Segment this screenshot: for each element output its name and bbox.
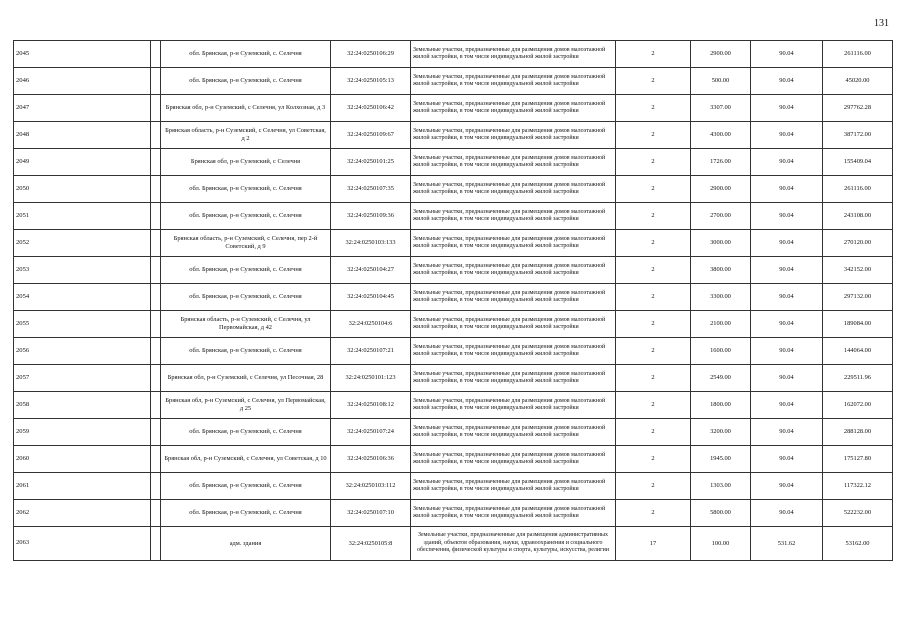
specific-value-cell: 90.04 [751,446,823,473]
area-cell: 2549.00 [691,365,751,392]
table-row [14,446,893,473]
row-number-cell: 2062 [14,500,151,527]
row-number-cell: 2055 [14,311,151,338]
row-number-cell: 2049 [14,149,151,176]
category-cell: 2 [616,311,691,338]
specific-value-cell: 90.04 [751,338,823,365]
category-cell: 2 [616,95,691,122]
table-row [14,149,893,176]
land-use-cell: Земельные участки, предназначенные для размещения домов малоэтажной жилой застройки, в том числе индивидуальной жилой застройки [411,473,616,500]
cadastral-number-cell: 32:24:0250108:12 [331,392,411,419]
land-use-cell: Земельные участки, предназначенные для размещения домов малоэтажной жилой застройки, в том числе индивидуальной жилой застройки [411,68,616,95]
cadastral-value-cell: 522232.00 [823,500,893,527]
table-row [14,500,893,527]
address-cell: адм. здания [161,527,331,561]
land-use-cell: Земельные участки, предназначенные для размещения домов малоэтажной жилой застройки, в том числе индивидуальной жилой застройки [411,122,616,149]
land-use-cell: Земельные участки, предназначенные для размещения домов малоэтажной жилой застройки, в том числе индивидуальной жилой застройки [411,95,616,122]
land-use-cell: Земельные участки, предназначенные для размещения домов малоэтажной жилой застройки, в том числе индивидуальной жилой застройки [411,338,616,365]
category-cell: 2 [616,203,691,230]
category-cell: 2 [616,446,691,473]
address-cell: Брянская область, р-н Суземский, с Селечня, ул Первомайская, д 42 [161,311,331,338]
cadastral-number-cell: 32:24:0250107:24 [331,419,411,446]
cadastral-value-cell: 261116.00 [823,176,893,203]
empty-cell [151,203,161,230]
cadastral-value-cell: 175127.80 [823,446,893,473]
row-number-cell: 2057 [14,365,151,392]
table-row [14,473,893,500]
specific-value-cell: 90.04 [751,311,823,338]
cadastral-number-cell: 32:24:0250105:13 [331,68,411,95]
cadastral-number-cell: 32:24:0250107:21 [331,338,411,365]
empty-cell [151,122,161,149]
area-cell: 1726.00 [691,149,751,176]
row-number-cell: 2061 [14,473,151,500]
area-cell: 2700.00 [691,203,751,230]
cadastral-number-cell: 32:24:0250105:8 [331,527,411,561]
table-row [14,68,893,95]
row-number-cell: 2052 [14,230,151,257]
empty-cell [151,230,161,257]
specific-value-cell: 90.04 [751,257,823,284]
specific-value-cell: 90.04 [751,284,823,311]
cadastral-value-cell: 342152.00 [823,257,893,284]
empty-cell [151,149,161,176]
category-cell: 2 [616,68,691,95]
row-number-cell: 2050 [14,176,151,203]
row-number-cell: 2060 [14,446,151,473]
row-number-cell: 2059 [14,419,151,446]
land-use-cell: Земельные участки, предназначенные для размещения домов малоэтажной жилой застройки, в том числе индивидуальной жилой застройки [411,176,616,203]
category-cell: 2 [616,473,691,500]
category-cell: 2 [616,365,691,392]
address-cell: обл. Брянская, р-н Суземский, с. Селечня [161,419,331,446]
cadastral-number-cell: 32:24:0250104:45 [331,284,411,311]
row-number-cell: 2051 [14,203,151,230]
specific-value-cell: 90.04 [751,500,823,527]
table-row [14,527,893,561]
area-cell: 1600.00 [691,338,751,365]
area-cell: 100.00 [691,527,751,561]
land-use-cell: Земельные участки, предназначенные для размещения домов малоэтажной жилой застройки, в том числе индивидуальной жилой застройки [411,203,616,230]
category-cell: 2 [616,122,691,149]
cadastral-number-cell: 32:24:0250101:25 [331,149,411,176]
land-use-cell: Земельные участки, предназначенные для размещения домов малоэтажной жилой застройки, в том числе индивидуальной жилой застройки [411,41,616,68]
table-row [14,122,893,149]
cadastral-value-cell: 387172.00 [823,122,893,149]
land-use-cell: Земельные участки, предназначенные для размещения домов малоэтажной жилой застройки, в том числе индивидуальной жилой застройки [411,311,616,338]
table-row [14,230,893,257]
address-cell: Брянская обл, р-н Суземский, с Селечня, ул Песочная, 28 [161,365,331,392]
area-cell: 3300.00 [691,284,751,311]
row-number-cell: 2048 [14,122,151,149]
address-cell: обл. Брянская, р-н Суземский, с. Селечня [161,257,331,284]
empty-cell [151,446,161,473]
cadastral-value-cell: 144064.00 [823,338,893,365]
page-number: 131 [874,18,889,29]
specific-value-cell: 90.04 [751,365,823,392]
empty-cell [151,500,161,527]
category-cell: 2 [616,149,691,176]
cadastral-value-cell: 229511.96 [823,365,893,392]
cadastral-number-cell: 32:24:0250106:42 [331,95,411,122]
category-cell: 2 [616,392,691,419]
table-row [14,203,893,230]
address-cell: Брянская обл, р-н Суземский, с Селечня, ул Советская, д 10 [161,446,331,473]
specific-value-cell: 90.04 [751,176,823,203]
area-cell: 2900.00 [691,176,751,203]
cadastral-value-cell: 189084.00 [823,311,893,338]
empty-cell [151,311,161,338]
table-row [14,41,893,68]
empty-cell [151,176,161,203]
empty-cell [151,392,161,419]
empty-cell [151,95,161,122]
cadastral-value-cell: 297132.00 [823,284,893,311]
area-cell: 1303.00 [691,473,751,500]
empty-cell [151,419,161,446]
cadastral-value-cell: 261116.00 [823,41,893,68]
empty-cell [151,338,161,365]
category-cell: 17 [616,527,691,561]
land-use-cell: Земельные участки, предназначенные для размещения домов малоэтажной жилой застройки, в том числе индивидуальной жилой застройки [411,149,616,176]
row-number-cell: 2046 [14,68,151,95]
category-cell: 2 [616,41,691,68]
row-number-cell: 2056 [14,338,151,365]
cadastral-number-cell: 32:24:0250109:67 [331,122,411,149]
land-use-cell: Земельные участки, предназначенные для размещения домов малоэтажной жилой застройки, в том числе индивидуальной жилой застройки [411,284,616,311]
row-number-cell: 2054 [14,284,151,311]
address-cell: обл. Брянская, р-н Суземский, с. Селечня [161,68,331,95]
table-row [14,257,893,284]
address-cell: Брянская обл, р-н Суземский, с Селечня [161,149,331,176]
area-cell: 2900.00 [691,41,751,68]
land-use-cell: Земельные участки, предназначенные для размещения домов малоэтажной жилой застройки, в том числе индивидуальной жилой застройки [411,230,616,257]
address-cell: обл. Брянская, р-н Суземский, с. Селечня [161,500,331,527]
table-row [14,419,893,446]
specific-value-cell: 90.04 [751,230,823,257]
address-cell: Брянская область, р-н Суземский, с Селечня, ул Советская, д 2 [161,122,331,149]
area-cell: 3000.00 [691,230,751,257]
specific-value-cell: 90.04 [751,41,823,68]
area-cell: 3307.00 [691,95,751,122]
row-number-cell: 2045 [14,41,151,68]
specific-value-cell: 531.62 [751,527,823,561]
category-cell: 2 [616,500,691,527]
area-cell: 1800.00 [691,392,751,419]
cadastral-number-cell: 32:24:0250107:35 [331,176,411,203]
category-cell: 2 [616,338,691,365]
empty-cell [151,473,161,500]
cadastral-number-cell: 32:24:0250109:36 [331,203,411,230]
cadastral-value-cell: 117322.12 [823,473,893,500]
cadastral-value-cell: 155409.04 [823,149,893,176]
area-cell: 2100.00 [691,311,751,338]
category-cell: 2 [616,176,691,203]
specific-value-cell: 90.04 [751,473,823,500]
address-cell: Брянская обл, р-н Суземский, с Селечня, ул Колхозная, д 3 [161,95,331,122]
table-row [14,176,893,203]
land-use-cell: Земельные участки, предназначенные для размещения домов малоэтажной жилой застройки, в том числе индивидуальной жилой застройки [411,500,616,527]
specific-value-cell: 90.04 [751,68,823,95]
area-cell: 1945.00 [691,446,751,473]
empty-cell [151,257,161,284]
cadastral-value-cell: 162072.00 [823,392,893,419]
empty-cell [151,284,161,311]
area-cell: 5800.00 [691,500,751,527]
address-cell: обл. Брянская, р-н Суземский, с. Селечня [161,41,331,68]
table-row [14,311,893,338]
cadastral-number-cell: 32:24:0250104:27 [331,257,411,284]
table-row [14,365,893,392]
cadastral-value-cell: 243108.00 [823,203,893,230]
specific-value-cell: 90.04 [751,149,823,176]
land-use-cell: Земельные участки, предназначенные для размещения домов малоэтажной жилой застройки, в том числе индивидуальной жилой застройки [411,446,616,473]
land-use-cell: Земельные участки, предназначенные для размещения домов малоэтажной жилой застройки, в том числе индивидуальной жилой застройки [411,365,616,392]
specific-value-cell: 90.04 [751,419,823,446]
address-cell: обл. Брянская, р-н Суземский, с. Селечня [161,203,331,230]
address-cell: Брянская область, р-н Суземский, с Селечня, пер 2-й Советский, д 9 [161,230,331,257]
table-row [14,95,893,122]
specific-value-cell: 90.04 [751,203,823,230]
specific-value-cell: 90.04 [751,392,823,419]
cadastral-number-cell: 32:24:0250104:6 [331,311,411,338]
land-use-cell: Земельные участки, предназначенные для размещения административных зданий, объектов образования, науки, здравоохранения и социального обеспечения, физической культуры и спорта, культуры, искусства, религии [411,527,616,561]
row-number-cell: 2053 [14,257,151,284]
cadastral-number-cell: 32:24:0250103:133 [331,230,411,257]
land-use-cell: Земельные участки, предназначенные для размещения домов малоэтажной жилой застройки, в том числе индивидуальной жилой застройки [411,419,616,446]
row-number-cell: 2047 [14,95,151,122]
table-row [14,338,893,365]
specific-value-cell: 90.04 [751,95,823,122]
cadastral-value-cell: 297762.28 [823,95,893,122]
address-cell: обл. Брянская, р-н Суземский, с. Селечня [161,284,331,311]
cadastral-number-cell: 32:24:0250106:36 [331,446,411,473]
address-cell: Брянская обл, р-н Суземский, с Селечня, ул Первомайская, д 25 [161,392,331,419]
empty-cell [151,527,161,561]
empty-cell [151,41,161,68]
table-row [14,284,893,311]
category-cell: 2 [616,284,691,311]
land-use-cell: Земельные участки, предназначенные для размещения домов малоэтажной жилой застройки, в том числе индивидуальной жилой застройки [411,257,616,284]
cadastral-number-cell: 32:24:0250106:29 [331,41,411,68]
land-use-cell: Земельные участки, предназначенные для размещения домов малоэтажной жилой застройки, в том числе индивидуальной жилой застройки [411,392,616,419]
empty-cell [151,365,161,392]
table-row [14,392,893,419]
category-cell: 2 [616,257,691,284]
cadastral-number-cell: 32:24:0250101:123 [331,365,411,392]
empty-cell [151,68,161,95]
cadastral-number-cell: 32:24:0250107:10 [331,500,411,527]
area-cell: 500.00 [691,68,751,95]
address-cell: обл. Брянская, р-н Суземский, с. Селечня [161,338,331,365]
area-cell: 3200.00 [691,419,751,446]
cadastral-value-cell: 53162.00 [823,527,893,561]
row-number-cell: 2058 [14,392,151,419]
row-number-cell: 2063 [14,527,151,561]
address-cell: обл. Брянская, р-н Суземский, с. Селечня [161,473,331,500]
category-cell: 2 [616,419,691,446]
table-body [14,41,893,561]
area-cell: 3800.00 [691,257,751,284]
cadastral-value-table [13,40,893,561]
cadastral-number-cell: 32:24:0250103:112 [331,473,411,500]
address-cell: обл. Брянская, р-н Суземский, с. Селечня [161,176,331,203]
area-cell: 4300.00 [691,122,751,149]
cadastral-value-cell: 270120.00 [823,230,893,257]
specific-value-cell: 90.04 [751,122,823,149]
category-cell: 2 [616,230,691,257]
cadastral-value-cell: 288128.00 [823,419,893,446]
cadastral-value-cell: 45020.00 [823,68,893,95]
